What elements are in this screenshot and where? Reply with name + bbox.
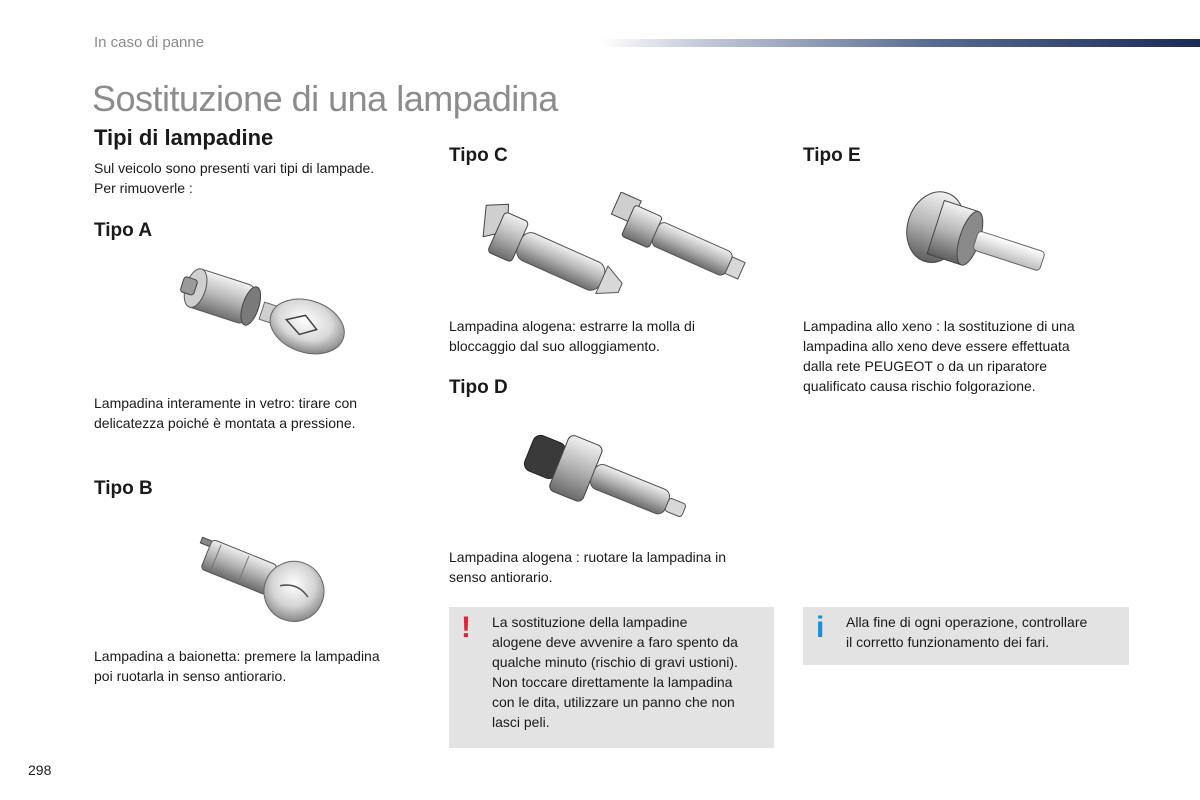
type-e-line: lampadina allo xeno deve essere effettuata xyxy=(803,338,1070,354)
bulb-type-d-image xyxy=(520,430,705,530)
page-title: Sostituzione di una lampadina xyxy=(92,78,558,119)
warning-line: lasci peli. xyxy=(492,714,550,730)
type-a-line: delicatezza poiché è montata a pressione. xyxy=(94,415,356,431)
warning-line: La sostituzione della lampadine xyxy=(492,614,688,630)
type-c-heading: Tipo C xyxy=(449,145,508,166)
type-c-line: Lampadina alogena: estrarre la molla di xyxy=(449,318,695,334)
warning-line: Non toccare direttamente la lampadina xyxy=(492,674,733,690)
bulb-type-e-image xyxy=(895,190,1055,295)
type-e-text xyxy=(803,316,1143,396)
info-box xyxy=(803,607,1129,665)
intro-line: Per rimuoverle : xyxy=(94,180,193,196)
warning-text xyxy=(492,612,768,732)
info-icon: i xyxy=(816,611,825,644)
type-b-line: poi ruotarla in senso antiorario. xyxy=(94,668,287,684)
type-e-line: dalla rete PEUGEOT o da un riparatore xyxy=(803,358,1048,374)
type-d-line: senso antiorario. xyxy=(449,569,553,585)
type-c-line: bloccaggio dal suo alloggiamento. xyxy=(449,338,660,354)
type-a-text xyxy=(94,393,424,433)
intro-line: Sul veicolo sono presenti vari tipi di lampade. xyxy=(94,160,375,176)
type-d-text xyxy=(449,547,779,587)
section-header: In caso di panne xyxy=(94,34,205,51)
type-e-line: qualificato causa rischio folgorazione. xyxy=(803,378,1036,394)
header-gradient-bar xyxy=(600,39,1200,47)
warning-icon: ! xyxy=(461,611,471,644)
type-c-text xyxy=(449,316,779,356)
type-b-text xyxy=(94,646,424,686)
type-e-heading: Tipo E xyxy=(803,145,861,166)
type-a-line: Lampadina interamente in vetro: tirare con xyxy=(94,395,358,411)
type-d-line: Lampadina alogena : ruotare la lampadina in xyxy=(449,549,727,565)
type-b-line: Lampadina a baionetta: premere la lampadina xyxy=(94,648,380,664)
warning-box xyxy=(449,607,774,748)
type-b-heading: Tipo B xyxy=(94,478,153,499)
intro-heading: Tipi di lampadine xyxy=(94,125,274,150)
page-number: 298 xyxy=(28,762,52,778)
bulb-type-a-image xyxy=(166,268,356,378)
info-text xyxy=(846,612,1126,652)
warning-line: con le dita, utilizzare un panno che non xyxy=(492,694,735,710)
info-line: Alla fine di ogni operazione, controllare xyxy=(846,614,1088,630)
bulb-type-c-image xyxy=(462,192,762,310)
type-a-heading: Tipo A xyxy=(94,220,153,241)
bulb-type-b-image xyxy=(180,532,340,632)
info-line: il corretto funzionamento dei fari. xyxy=(846,634,1050,650)
warning-line: qualche minuto (rischio di gravi ustioni). xyxy=(492,654,738,670)
type-e-line: Lampadina allo xeno : la sostituzione di una xyxy=(803,318,1075,334)
warning-line: alogene deve avvenire a faro spento da xyxy=(492,634,738,650)
type-d-heading: Tipo D xyxy=(449,377,508,398)
intro-text xyxy=(94,158,424,198)
